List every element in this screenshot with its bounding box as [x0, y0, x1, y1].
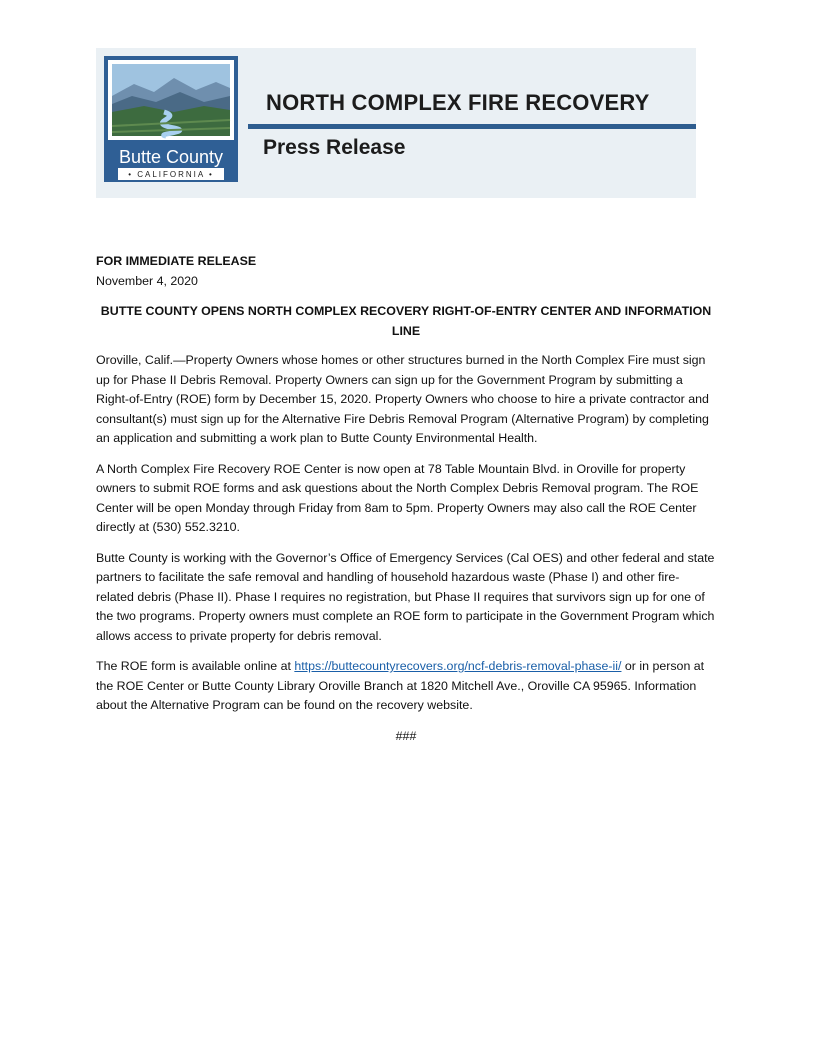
paragraph-2: A North Complex Fire Recovery ROE Center is now open at 78 Table Mountain Blvd. in Oroville for property owners to submit ROE forms and ask questions about the North Complex Debris Removal program. The ROE Center will be open Monday through Friday from 8am to 5pm. Property Owners may also call the ROE Center directly at (530) 552.3210.	[96, 461, 699, 534]
butte-county-logo	[104, 56, 238, 182]
press-release-body	[96, 252, 716, 746]
paragraph-4-text-after: or in person at the ROE Center or Butte County Library Oroville Branch at 1820 Mitchell Ave., Oroville CA 95965. Information about the Alternative Program can be found on the recovery website.	[96, 659, 705, 712]
logo-state-name: • CALIFORNIA •	[128, 170, 214, 179]
header-banner	[96, 48, 696, 198]
logo-county-name: Butte County	[118, 147, 224, 167]
paragraph-3: Butte County is working with the Governor’s Office of Emergency Services (Cal OES) and other federal and state partners to facilitate the safe removal and handling of household hazardous waste (Phase I) and other fire-related debris (Phase II). Phase I requires no registration, but Phase II requires that survivors sign up for one of the two programs. Property owners must complete an ROE form to participate in the Government Program which allows access to private property for debris removal.	[96, 550, 715, 643]
butte-county-logo-graphic	[104, 56, 238, 182]
headline: BUTTE COUNTY OPENS NORTH COMPLEX RECOVERY RIGHT-OF-ENTRY CENTER AND INFORMATION LINE	[100, 304, 712, 338]
paragraph-1: Oroville, Calif.—Property Owners whose homes or other structures burned in the North Complex Fire must sign up for Phase II Debris Removal. Property Owners can sign up for the Government Program by submitting a Right-of-Entry (ROE) form by December 15, 2020. Property Owners who choose to hire a private contractor and consultant(s) must sign up for the Alternative Fire Debris Removal Program (Alternative Program) by completing an application and submitting a work plan to Butte County Environmental Health.	[96, 353, 709, 445]
banner-title: NORTH COMPLEX FIRE RECOVERY	[266, 90, 650, 115]
banner-divider	[248, 124, 696, 129]
paragraph-4	[96, 657, 716, 716]
release-date: November 4, 2020	[96, 273, 198, 288]
recovery-website-link[interactable]: https://buttecountyrecovers.org/ncf-debris-removal-phase-ii/	[294, 659, 622, 673]
release-label: FOR IMMEDIATE RELEASE	[96, 254, 257, 268]
end-mark: ###	[395, 728, 417, 743]
banner-subtitle: Press Release	[263, 136, 406, 159]
paragraph-4-text-before: The ROE form is available online at	[96, 659, 295, 673]
